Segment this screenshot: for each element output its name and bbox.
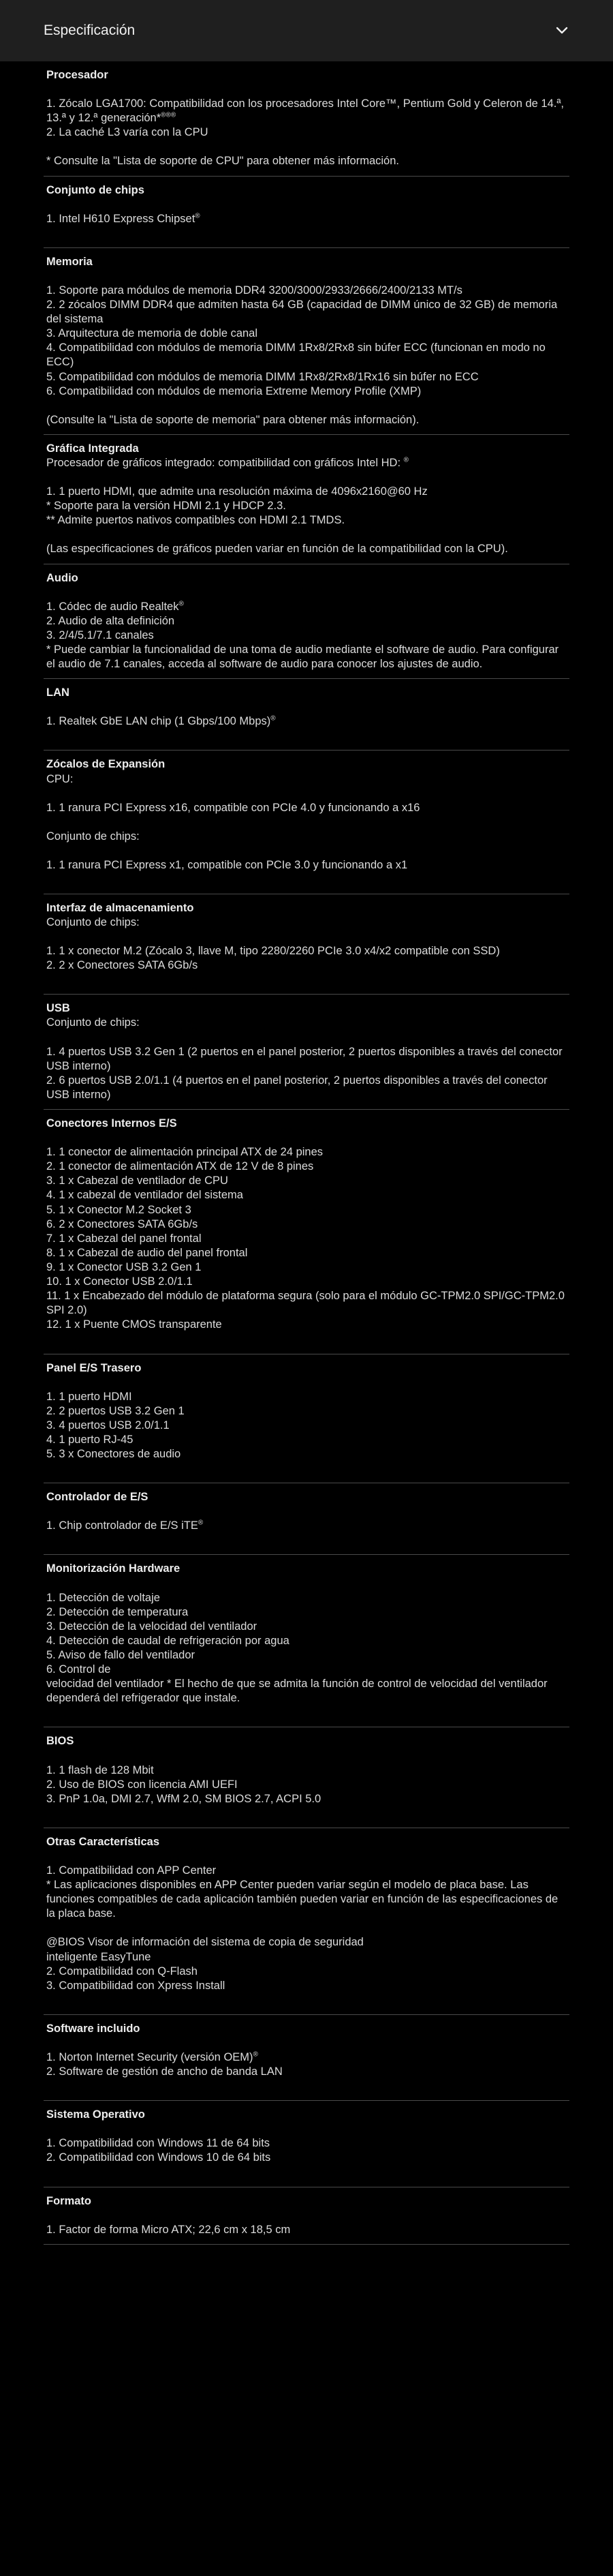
spacer [46,528,567,542]
spec-line: 2. Compatibilidad con Q-Flash [46,1965,198,1978]
spec-section-monitorizacion-hardware [44,1562,569,1727]
spec-section-lan [44,686,569,751]
spec-section-bios [44,1734,569,1828]
spacer [46,2166,567,2180]
spec-line: 2. 2 x Conectores SATA 6Gb/s [46,959,198,972]
spec-line: 1. 1 puerto HDMI, que admite una resolución máxima de 4096x2160@60 Hz [46,485,428,498]
spec-line: 5. Aviso de fallo del ventilador [46,1648,195,1661]
spec-line: 1. 1 ranura PCI Express x1, compatible con PCIe 3.0 y funcionando a x1 [46,858,408,871]
spec-line: 1. Compatibilidad con APP Center [46,1864,217,1877]
chevron-down-icon[interactable] [554,23,569,38]
spec-line: 9. 1 x Conector USB 3.2 Gen 1 [46,1261,202,1274]
spec-line: 8. 1 x Cabezal de audio del panel frontal [46,1246,248,1259]
spacer [46,1806,567,1821]
spacer [46,198,567,212]
spec-line: 2. Uso de BIOS con licencia AMI UEFI [46,1778,238,1791]
section-title: Zócalos de Expansión [46,758,166,771]
spec-line: 1. Factor de forma Micro ATX; 22,6 cm x 18,5 cm [46,2223,291,2236]
spec-line: 5. 3 x Conectores de audio [46,1448,181,1461]
section-title: BIOS [46,1735,74,1748]
spec-line: ** Admite puertos nativos compatibles con HDMI 2.1 TMDS. [46,514,345,527]
spacer [46,930,567,944]
spec-section-grafica-integrada [44,442,569,564]
spec-line: 1. Norton Internet Security (versión OEM)® [46,2050,258,2063]
spacer [46,586,567,600]
spacer [46,2079,567,2093]
spec-line: inteligente EasyTune [46,1950,151,1963]
spacer [46,1131,567,1145]
spec-line: 3. Detección de la velocidad del ventilador [46,1620,257,1633]
spec-line: 1. Chip controlador de E/S iTE® [46,1519,204,1532]
spacer [46,140,567,154]
spec-line: 4. Compatibilidad con módulos de memoria DIMM 1Rx8/2Rx8 sin búfer ECC (funcionan en modo no ECC) [46,342,546,369]
section-title: Conectores Internos E/S [46,1117,177,1130]
section-title: Sistema Operativo [46,2108,145,2121]
spec-section-usb [44,1001,569,1110]
spec-line: 12. 1 x Puente CMOS transparente [46,1318,222,1331]
spec-section-software-incluido [44,2022,569,2101]
spec-line: 1. 1 flash de 128 Mbit [46,1763,154,1776]
section-title: Otras Características [46,1835,160,1848]
section-title: Memoria [46,255,93,268]
spec-section-zocalos-de-expansion [44,757,569,894]
section-subtitle: CPU: [46,772,74,785]
spec-line: 1. Intel H610 Express Chipset® [46,212,200,225]
spec-line: 3. 2/4/5.1/7.1 canales [46,628,154,641]
spec-section-conectores-internos-e-s [44,1117,569,1354]
spec-line: 6. Compatibilidad con módulos de memoria Extreme Memory Profile (XMP) [46,384,422,397]
spacer [46,815,567,830]
spacer [46,1921,567,1935]
spec-line: 3. 1 x Cabezal de ventilador de CPU [46,1175,228,1187]
spec-line: 2. 2 zócalos DIMM DDR4 que admiten hasta 64 GB (capacidad de DIMM único de 32 GB) de memoria del sistema [46,298,558,326]
spec-line: 4. 1 x cabezal de ventilador del sistema [46,1189,243,1202]
spacer [46,2122,567,2136]
spec-line: 4. 1 puerto RJ-45 [46,1434,133,1446]
spec-line: @BIOS Visor de información del sistema de copia de seguridad [46,1936,364,1949]
spec-line: (Las especificaciones de gráficos pueden variar en función de la compatibilidad con la CPU). [46,543,508,556]
spec-line: 3. Arquitectura de memoria de doble canal [46,327,258,340]
spacer [46,1993,567,2007]
spacer [46,1577,567,1591]
section-title: Formato [46,2194,91,2207]
spec-line: 3. PnP 1.0a, DMI 2.7, WfM 2.0, SM BIOS 2.7, ACPI 5.0 [46,1792,321,1805]
section-title: Software incluido [46,2022,140,2035]
spec-line: 1. 1 conector de alimentación principal ATX de 24 pines [46,1146,324,1159]
section-title: Panel E/S Trasero [46,1361,142,1374]
spec-line: 1. Detección de voltaje [46,1591,160,1604]
section-title: Audio [46,571,78,584]
spec-section-panel-e-s-trasero [44,1361,569,1484]
spec-line: Conjunto de chips: [46,830,140,843]
spacer [46,2209,567,2223]
section-title: Interfaz de almacenamiento [46,901,194,914]
spec-line: 2. 6 puertos USB 2.0/1.1 (4 puertos en el panel posterior, 2 puertos disponibles a través del conector USB interno) [46,1074,548,1101]
spec-line: 1. 1 ranura PCI Express x16, compatible con PCIe 4.0 y funcionando a x16 [46,801,420,814]
spacer [46,1849,567,1864]
spacer [46,1504,567,1519]
spec-section-conjunto-de-chips [44,183,569,248]
spacer [46,269,567,284]
spec-line: 1. 4 puertos USB 3.2 Gen 1 (2 puertos en el panel posterior, 2 puertos disponibles a través del conector USB interno) [46,1045,563,1072]
section-subtitle: Conjunto de chips: [46,1016,140,1029]
spec-line: 2. Detección de temperatura [46,1605,189,1618]
spec-section-interfaz-de-almacenamiento [44,901,569,995]
spacer [46,844,567,858]
spec-section-procesador [44,68,569,177]
spec-line: * Las aplicaciones disponibles en APP Center pueden variar según el modelo de placa base. Las funciones compatibles de cada aplicación también pueden variar en función de las especificaciones de la placa base. [46,1879,559,1920]
specification-content [0,68,613,2245]
spec-line: (Consulte la "Lista de soporte de memoria" para obtener más información). [46,413,420,426]
section-title: USB [46,1002,70,1015]
spacer [46,973,567,987]
spec-line: 7. 1 x Cabezal del panel frontal [46,1232,202,1245]
spec-line: 2. 1 conector de alimentación ATX de 12 V de 8 pines [46,1160,314,1173]
spec-line: 4. Detección de caudal de refrigeración por agua [46,1634,289,1647]
spec-section-memoria [44,255,569,435]
specification-accordion-header[interactable] [0,0,613,61]
spacer [46,1533,567,1547]
spacer [46,787,567,801]
spec-line: velocidad del ventilador * El hecho de que se admita la función de control de velocidad del ventilador dependerá del refrigerador que instale. [46,1678,548,1705]
spec-line: 1. 1 x conector M.2 (Zócalo 3, llave M, tipo 2280/2260 PCIe 3.0 x4/x2 compatible con SSD) [46,945,500,958]
spec-line: 2. 2 puertos USB 3.2 Gen 1 [46,1404,185,1417]
spec-line: 2. Software de gestión de ancho de banda LAN [46,2065,283,2078]
spec-line: 3. Compatibilidad con Xpress Install [46,1979,225,1992]
section-title: Procesador [46,69,108,81]
spec-line: 2. La caché L3 varía con la CPU [46,126,208,139]
spacer [46,729,567,743]
spec-section-controlador-de-e-s [44,1490,569,1555]
section-title: Monitorización Hardware [46,1562,180,1575]
spacer [46,1376,567,1390]
spacer [46,1461,567,1476]
spec-line: 6. Control de [46,1663,111,1676]
spacer [46,82,567,97]
spec-line: 5. Compatibilidad con módulos de memoria DIMM 1Rx8/2Rx8/1Rx16 sin búfer no ECC [46,370,479,383]
spec-line: 5. 1 x Conector M.2 Socket 3 [46,1203,191,1216]
spec-line: * Consulte la "Lista de soporte de CPU" para obtener más información. [46,155,399,168]
spacer [46,470,567,485]
spec-line: 3. 4 puertos USB 2.0/1.1 [46,1419,170,1431]
section-subtitle: Conjunto de chips: [46,916,140,929]
spec-section-otras-caracteristicas [44,1835,569,2015]
spec-line: 1. Realtek GbE LAN chip (1 Gbps/100 Mbps)® [46,714,276,728]
spec-line: * Soporte para la versión HDMI 2.1 y HDCP 2.3. [46,500,286,513]
spec-line: 1. Zócalo LGA1700: Compatibilidad con los procesadores Intel Core™, Pentium Gold y Celeron de 14.ª, 13.ª y 12.ª generación*®®® [46,97,565,125]
section-title: Gráfica Integrada [46,442,139,455]
spec-line: 6. 2 x Conectores SATA 6Gb/s [46,1217,198,1230]
spec-line: 1. 1 puerto HDMI [46,1390,132,1403]
spec-line: 1. Soporte para módulos de memoria DDR4 3200/3000/2933/2666/2400/2133 MT/s [46,284,462,297]
spacer [46,1706,567,1720]
section-subtitle: Procesador de gráficos integrado: compatibilidad con gráficos Intel HD: ® [46,456,409,469]
spec-line: 11. 1 x Encabezado del módulo de plataforma segura (solo para el módulo GC-TPM2.0 SPI/GC-TPM2.0 SPI 2.0) [46,1290,565,1317]
spec-section-formato [44,2194,569,2245]
section-title: LAN [46,686,69,699]
spacer [46,700,567,714]
spec-line: 1. Compatibilidad con Windows 11 de 64 bits [46,2137,270,2150]
spec-section-audio [44,571,569,680]
spec-line: 2. Compatibilidad con Windows 10 de 64 bits [46,2151,271,2164]
spacer [46,1031,567,1045]
spacer [46,873,567,887]
spec-line: * Puede cambiar la funcionalidad de una toma de audio mediante el software de audio. Para configurar el audio de 7.1 canales, acceda al software de audio para conocer los ajustes de audio. [46,643,559,671]
spec-line: 2. Audio de alta definición [46,614,175,627]
spacer [46,226,567,241]
spec-line: 10. 1 x Conector USB 2.0/1.1 [46,1275,193,1288]
spacer [46,399,567,413]
section-title: Conjunto de chips [46,183,144,196]
spec-line: 1. Códec de audio Realtek® [46,600,184,613]
spacer [46,1749,567,1763]
spacer [46,2036,567,2050]
section-title: Controlador de E/S [46,1491,148,1504]
spec-section-sistema-operativo [44,2108,569,2187]
spacer [46,1333,567,1347]
specification-title: Especificación [44,22,136,38]
